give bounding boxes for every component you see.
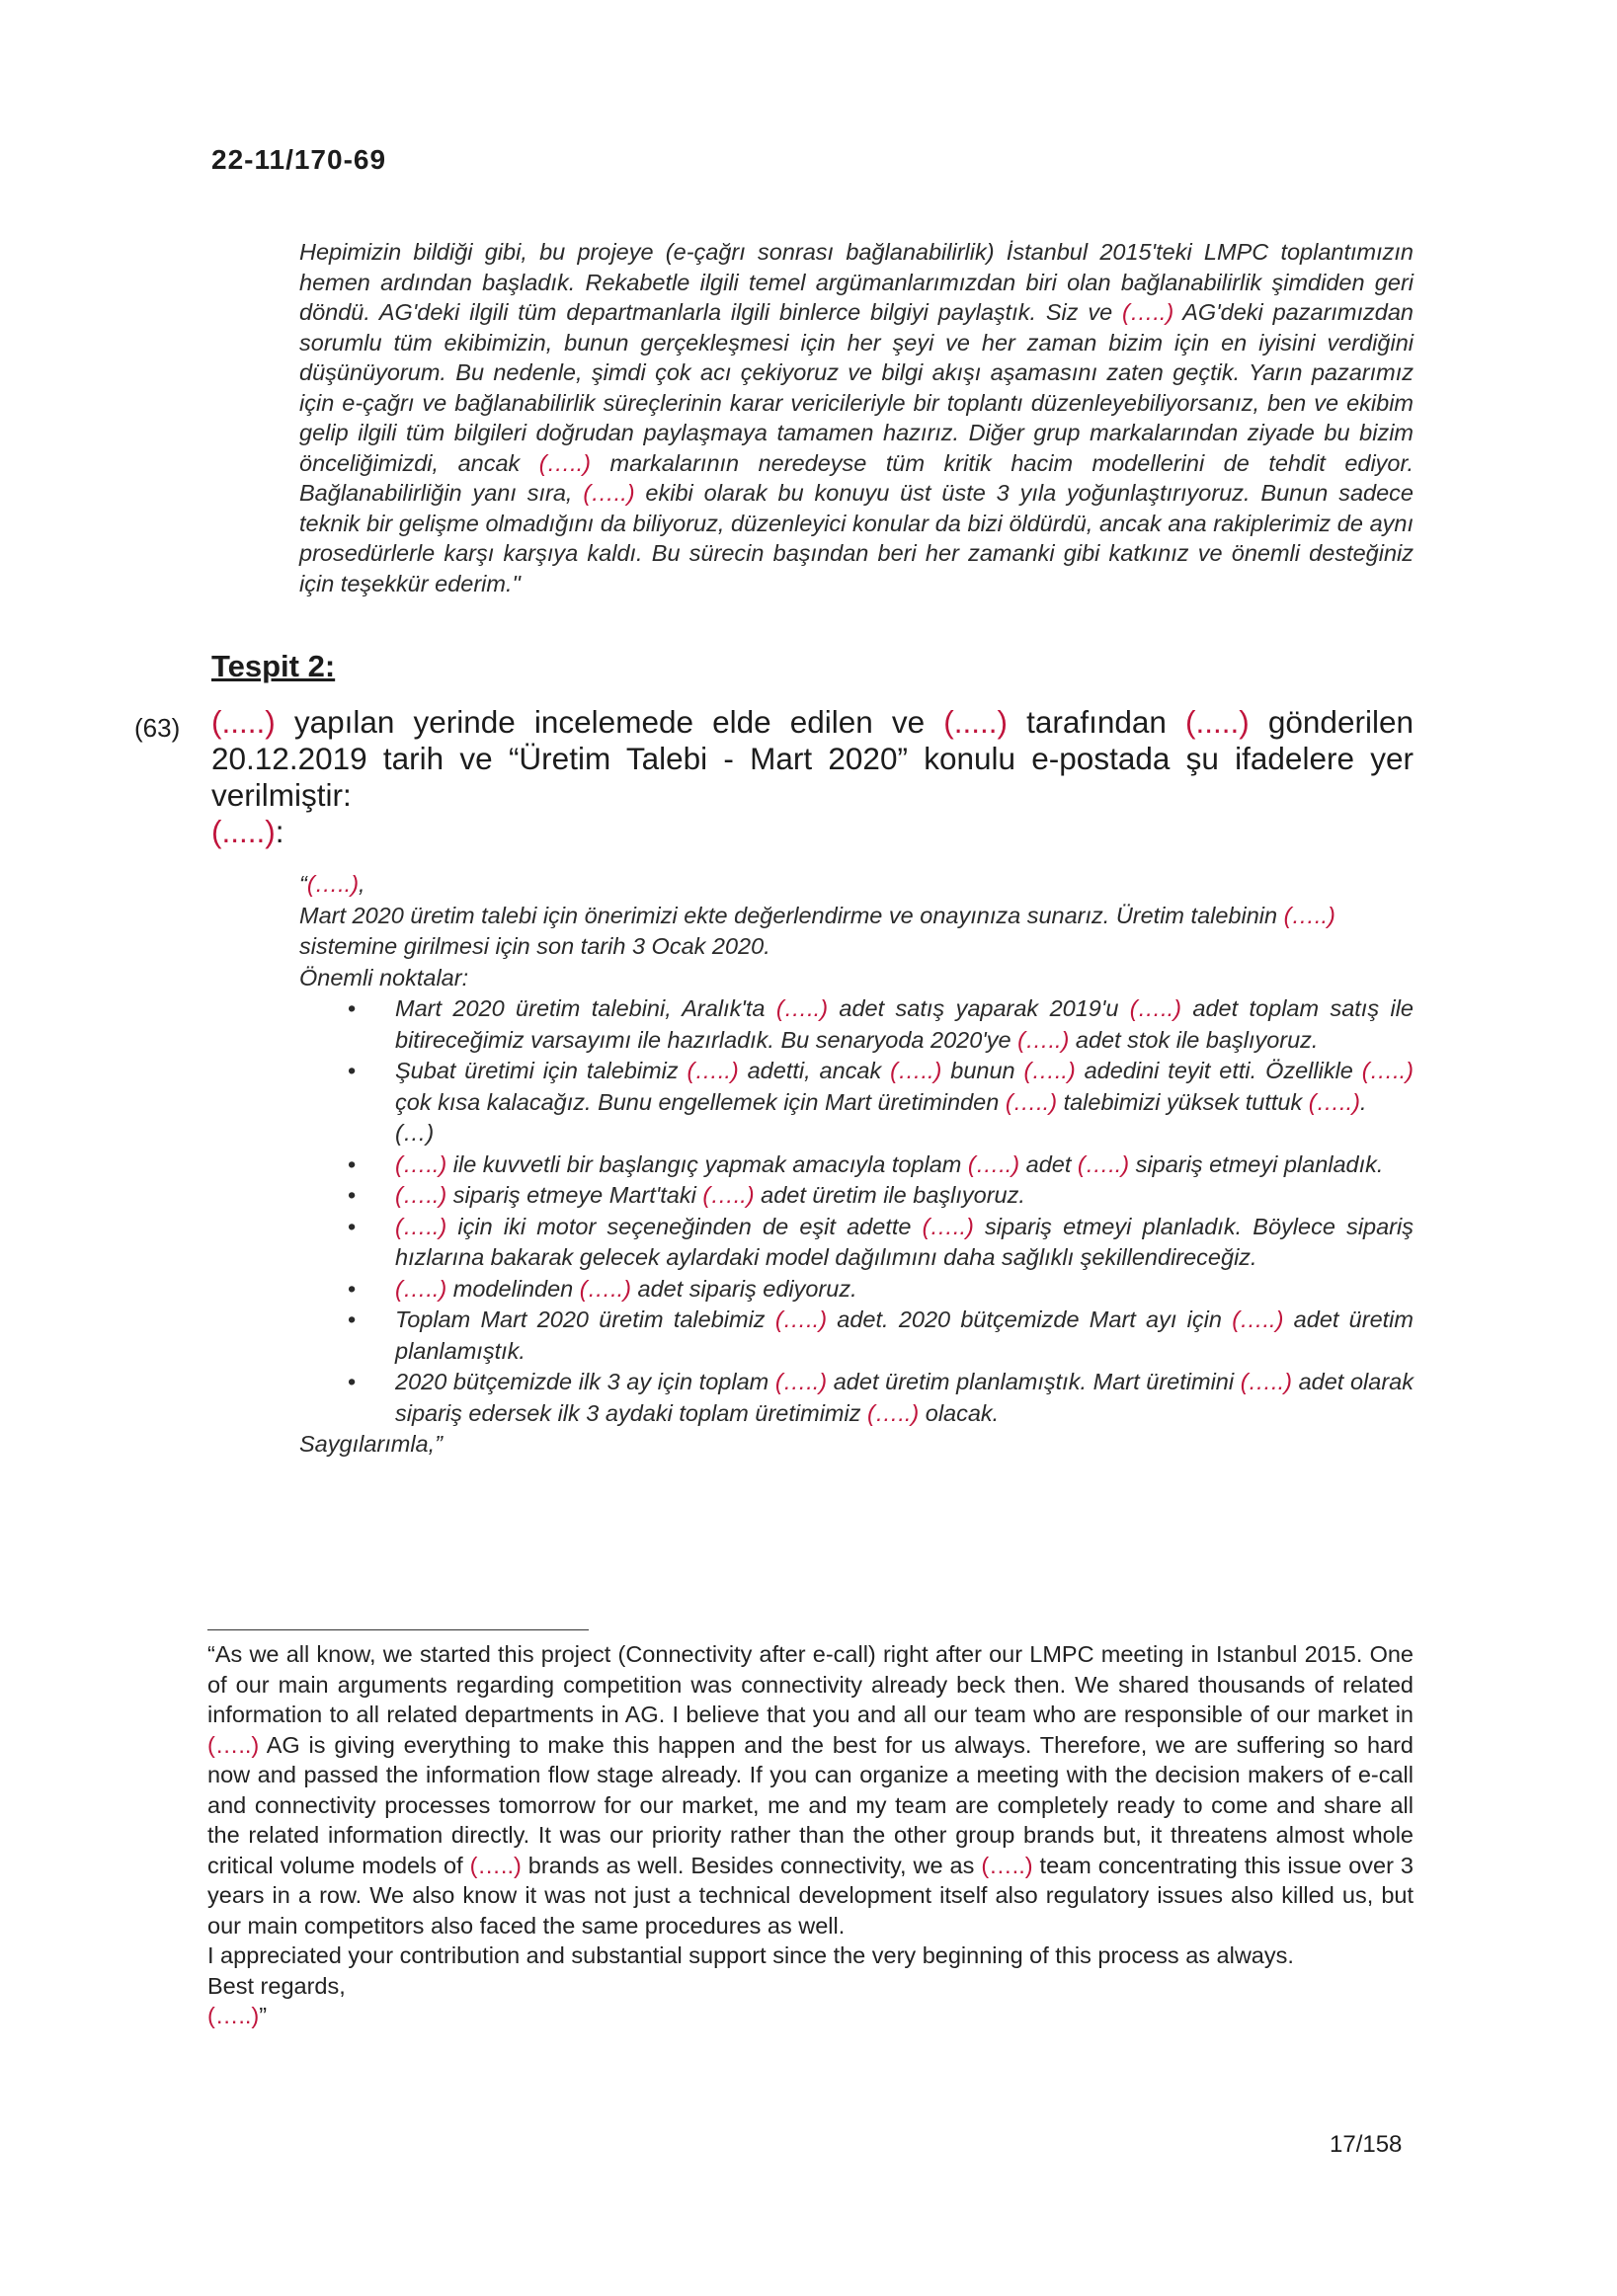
email-intro: Mart 2020 üretim talebi için önerimizi ekte değerlendirme ve onayınıza sunarız. Üretim talebinin (…..) sistemine girilmesi için son tarih 3 Ocak 2020.	[299, 902, 1335, 959]
footnote-body: “As we all know, we started this project (Connectivity after e-call) right after our LMPC meeting in Istanbul 2015. One of our main arguments regarding competition was connectivity already beck then. We shared thousands of related information to all related departments in AG. I believe that you and all our team who are responsible of our market in (…..) AG is giving everything to make this happen and the best for us always. Therefore, we are suffering so hard now and passed the information flow stage already. If you can organize a meeting with the decision makers of e-call and connectivity processes tomorrow for our market, me and my team are completely ready to come and share all the related information directly. It was our priority rather than the other group brands but, it threatens almost whole critical volume models of (…..) brands as well. Besides connectivity, we as (…..) team concentrating this issue over 3 years in a row. We also know it was not just a technical development itself also regulatory issues also killed us, but our main competitors also faced the same procedures as well.	[207, 1641, 1414, 1939]
footnote-thanks: I appreciated your contribution and substantial support since the very beginning of this process as always.	[207, 1942, 1294, 1968]
email-bullet-item: • Toplam Mart 2020 üretim talebimiz (…..) adet. 2020 bütçemizde Mart ayı için (…..) adet üretim planlamıştık.	[395, 1305, 1414, 1367]
email-bullet-item: • (…..) ile kuvvetli bir başlangıç yapmak amacıyla toplam (…..) adet (…..) sipariş etmeyi planladık.	[395, 1149, 1414, 1181]
quoted-email	[299, 869, 1414, 1461]
footnote-separator	[207, 1629, 589, 1630]
page-number: 17/158	[1330, 2131, 1403, 2158]
email-bullet-item: • (…..) için iki motor seçeneğinden de eşit adette (…..) sipariş etmeyi planladık. Böylece sipariş hızlarına bakarak gelecek aylardaki model dağılımını daha sağlıklı şekillendireceğiz.	[395, 1212, 1414, 1274]
paragraph-text: (.....) yapılan yerinde incelemede elde edilen ve (.....) tarafından (.....) gönderilen 20.12.2019 tarih ve “Üretim Talebi - Mart 2020” konulu e-postada şu ifadelere yer verilmiştir:	[211, 704, 1414, 813]
quoted-statement-turkish: Hepimizin bildiği gibi, bu projeye (e-çağrı sonrası bağlanabilirlik) İstanbul 2015'teki LMPC toplantımızın hemen ardından başladık. Rekabetle ilgili temel argümanlarımızdan biri olan bağlanabilirlik şimdiden geri döndü. AG'deki ilgili tüm departmanlarla ilgili binlerce bilgiyi paylaştık. Siz ve (…..) AG'deki pazarımızdan sorumlu tüm ekibimizin, bunun gerçekleşmesi için her şeyi ve her zaman bizim için en iyisini verdiğini düşünüyorum. Bu nedenle, şimdi çok acı çekiyoruz ve bilgi akışı aşamasını zaten geçtik. Yarın pazarımız için e-çağrı ve bağlanabilirlik süreçlerinin karar vericileriyle bir toplantı düzenleyebiliyorsanız, ben ve ekibim gelip ilgili tüm bilgileri doğrudan paylaşmaya tamamen hazırız. Diğer grup markalarından ziyade bu bizim önceliğimizdi, ancak (…..) markalarının neredeyse tüm kritik hacim modellerini de tehdit ediyor. Bağlanabilirliğin yanı sıra, (…..) ekibi olarak bu konuyu üst üste 3 yıla yoğunlaştırıyoruz. Bunun sadece teknik bir gelişme olmadığını da biliyoruz, düzenleyici konular da bizi öldürdü, ancak ana rakiplerimiz de aynı prosedürlerle karşı karşıya kaldı. Bu sürecin başından beri her zamanki gibi katkınız ve önemli desteğiniz için teşekkür ederim."	[299, 239, 1415, 596]
paragraph-number: (63)	[134, 713, 181, 743]
footnote-regards: Best regards,	[207, 1972, 346, 1999]
email-bullet-item: • (…..) sipariş etmeye Mart'taki (…..) adet üretim ile başlıyoruz.	[395, 1180, 1414, 1212]
email-bullet-list	[299, 993, 1414, 1429]
email-bullet-item: • (…..) modelinden (…..) adet sipariş ediyoruz.	[395, 1274, 1414, 1306]
footnote-signature: (…..)”	[207, 2003, 268, 2028]
email-notes-label: Önemli noktalar:	[299, 964, 469, 990]
email-greeting: “(…..),	[299, 871, 365, 897]
email-bullet-item: • Mart 2020 üretim talebini, Aralık'ta (…..) adet satış yaparak 2019'u (…..) adet toplam satış ile bitireceğimiz varsayımı ile hazırladık. Bu senaryoda 2020'ye (…..) adet stok ile başlıyoruz.	[395, 993, 1414, 1056]
document-reference-number: 22-11/170-69	[211, 144, 387, 175]
paragraph-63-body	[211, 704, 1414, 850]
paragraph-lead-in: (.....):	[211, 814, 284, 849]
footnote-translation	[207, 1639, 1414, 2031]
email-bullet-item: • Şubat üretimi için talebimiz (…..) adetti, ancak (…..) bunun (…..) adedini teyit etti. Özellikle (…..) çok kısa kalacağız. Bunu engellemek için Mart üretiminden (…..) talebimizi yüksek tuttuk (…..). (…)	[395, 1056, 1414, 1149]
email-closing: Saygılarımla,”	[299, 1431, 443, 1457]
section-heading: Tespit 2:	[211, 649, 336, 683]
email-bullet-item: • 2020 bütçemizde ilk 3 ay için toplam (…..) adet üretim planlamıştık. Mart üretimini (…..) adet olarak sipariş edersek ilk 3 aydaki toplam üretimimiz (…..) olacak.	[395, 1367, 1414, 1429]
